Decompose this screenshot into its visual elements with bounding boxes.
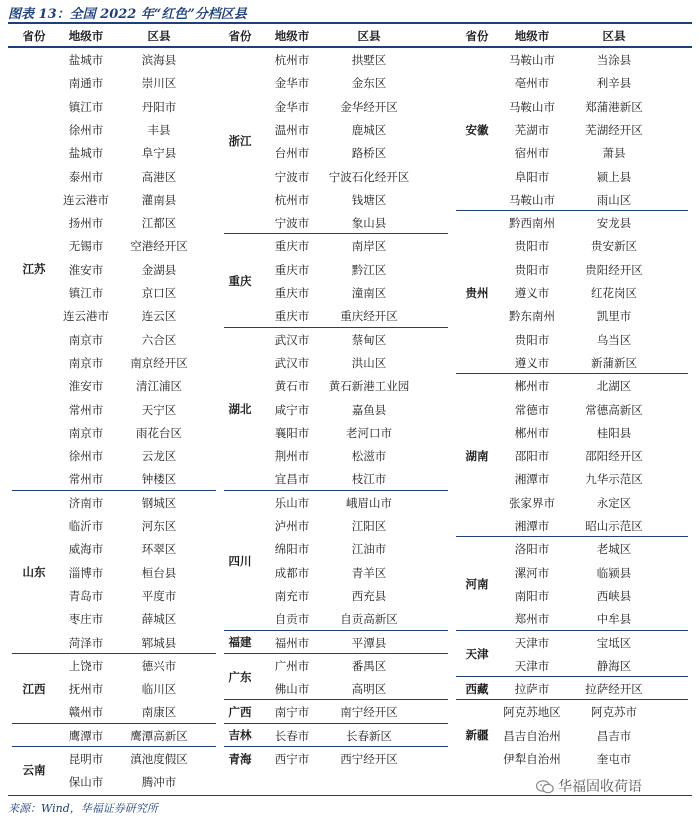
district-cell: 永定区 (596, 495, 632, 510)
district-cell: 拱墅区 (351, 53, 387, 67)
city-cell: 芜湖市 (514, 122, 550, 137)
district-cell: 平度市 (141, 588, 177, 603)
district-cell: 高港区 (141, 169, 177, 184)
city-cell: 金华市 (274, 76, 310, 91)
province-separator (456, 536, 688, 537)
city-cell: 连云港市 (63, 309, 109, 324)
province-label: 吉林 (228, 728, 252, 743)
district-cell: 昌吉市 (596, 728, 632, 743)
city-cell: 泰州市 (68, 169, 104, 184)
city-cell: 南通市 (68, 76, 104, 91)
province-label: 安徽 (465, 122, 489, 137)
district-cell: 拉萨经开区 (585, 682, 643, 697)
district-cell: 新蒲新区 (591, 355, 637, 370)
province-label: 江苏 (22, 262, 46, 277)
city-cell: 黄石市 (274, 379, 310, 394)
district-cell: 中牟县 (596, 612, 632, 627)
city-cell: 荆州市 (274, 449, 310, 464)
district-cell: 长春新区 (346, 728, 392, 743)
header-province: 省份 (465, 29, 489, 43)
city-cell: 淮安市 (68, 262, 104, 277)
district-cell: 桂阳县 (596, 425, 632, 440)
district-cell: 丰县 (147, 122, 171, 137)
city-cell: 天津市 (514, 658, 550, 673)
city-cell: 温州市 (274, 122, 310, 137)
city-cell: 阿克苏地区 (503, 705, 561, 720)
city-cell: 黔西南州 (509, 216, 555, 231)
header-province: 省份 (22, 29, 46, 43)
district-cell: 芜湖经开区 (585, 122, 643, 137)
district-cell: 利辛县 (596, 76, 632, 91)
district-cell: 鹰潭高新区 (130, 728, 188, 743)
province-separator (12, 723, 216, 724)
district-cell: 灌南县 (141, 192, 177, 207)
province-label: 山东 (22, 565, 46, 580)
city-cell: 马鞍山市 (509, 53, 555, 67)
district-cell: 金华经开区 (340, 99, 398, 114)
city-cell: 常州市 (68, 402, 104, 417)
city-cell: 襄阳市 (274, 425, 310, 440)
district-cell: 京口区 (141, 286, 177, 300)
district-cell: 老河口市 (346, 425, 392, 440)
province-label: 广东 (228, 670, 252, 685)
city-cell: 抚州市 (68, 682, 104, 697)
city-cell: 昌吉自治州 (503, 728, 561, 743)
district-cell: 鹿城区 (351, 122, 387, 137)
province-separator (456, 699, 688, 700)
district-cell: 萧县 (602, 146, 626, 161)
district-cell: 番禺区 (351, 658, 387, 673)
district-cell: 滇池度假区 (130, 752, 188, 766)
province-label: 重庆 (228, 274, 252, 288)
district-cell: 郓城县 (141, 635, 177, 650)
province-separator (224, 653, 448, 654)
province-separator (224, 327, 448, 328)
city-cell: 连云港市 (63, 192, 109, 207)
province-separator (456, 676, 688, 677)
city-cell: 上饶市 (68, 658, 104, 673)
city-cell: 广州市 (274, 658, 310, 673)
wechat-icon (536, 780, 554, 794)
district-cell: 凯里市 (596, 309, 632, 324)
district-cell: 崇川区 (141, 76, 177, 91)
province-separator (224, 746, 448, 747)
table-header (452, 24, 692, 48)
city-cell: 长春市 (274, 728, 310, 743)
city-cell: 淮安市 (68, 379, 104, 394)
city-cell: 湘潭市 (514, 472, 550, 487)
city-cell: 枣庄市 (68, 612, 104, 627)
district-cell: 安龙县 (596, 216, 632, 231)
district-cell: 乌当区 (596, 332, 632, 347)
table-header (8, 24, 220, 48)
province-label: 河南 (465, 576, 489, 591)
district-cell: 静海区 (596, 658, 632, 673)
header-district: 区县 (147, 29, 171, 43)
district-cell: 连云区 (141, 309, 177, 324)
district-cell: 天宁区 (141, 402, 177, 417)
city-cell: 遵义市 (514, 355, 550, 370)
province-label: 西藏 (465, 681, 489, 696)
district-cell: 贵阳经开区 (585, 262, 643, 277)
table-header (220, 24, 452, 48)
district-cell: 路桥区 (351, 146, 387, 161)
city-cell: 张家界市 (509, 495, 555, 510)
district-cell: 北湖区 (596, 379, 632, 394)
district-cell: 南康区 (141, 705, 177, 720)
district-cell: 阜宁县 (141, 146, 177, 161)
city-cell: 南宁市 (274, 705, 310, 720)
province-label: 四川 (228, 553, 252, 568)
district-cell: 峨眉山市 (346, 495, 392, 510)
city-cell: 南京市 (68, 425, 104, 440)
city-cell: 威海市 (68, 542, 104, 557)
table-panel-left (8, 24, 220, 795)
city-cell: 济南市 (68, 495, 104, 510)
header-city: 地级市 (514, 29, 550, 43)
city-cell: 重庆市 (274, 239, 310, 254)
city-cell: 重庆市 (274, 262, 310, 277)
city-cell: 伊犁自治州 (503, 752, 561, 766)
province-separator (224, 233, 448, 234)
district-cell: 九华示范区 (585, 472, 643, 487)
city-cell: 佛山市 (274, 682, 310, 697)
district-cell: 丹阳市 (141, 99, 177, 114)
city-cell: 乐山市 (274, 495, 310, 510)
city-cell: 漯河市 (514, 565, 550, 580)
district-cell: 雨花台区 (136, 425, 182, 440)
district-cell: 钱塘区 (351, 192, 387, 207)
city-cell: 自贡市 (274, 612, 310, 627)
district-cell: 金东区 (351, 76, 387, 91)
district-cell: 钢城区 (141, 495, 177, 510)
district-cell: 颍上县 (596, 169, 632, 184)
city-cell: 宁波市 (274, 169, 310, 184)
city-cell: 盐城市 (68, 53, 104, 67)
city-cell: 邵阳市 (514, 449, 550, 464)
city-cell: 拉萨市 (514, 682, 550, 697)
city-cell: 昆明市 (68, 752, 104, 766)
city-cell: 郑州市 (514, 612, 550, 627)
city-cell: 扬州市 (68, 216, 104, 231)
district-cell: 空港经开区 (130, 239, 188, 254)
district-cell: 象山县 (351, 216, 387, 231)
header-district: 区县 (357, 29, 381, 43)
district-cell: 阿克苏市 (591, 705, 637, 720)
city-cell: 南阳市 (514, 588, 550, 603)
district-cell: 重庆经开区 (340, 309, 398, 324)
source-note: 来源：Wind，华福证券研究所 (8, 802, 158, 815)
district-cell: 枝江市 (351, 472, 387, 487)
province-separator (224, 723, 448, 724)
city-cell: 青岛市 (68, 588, 104, 603)
district-cell: 六合区 (141, 332, 177, 347)
city-cell: 马鞍山市 (509, 99, 555, 114)
city-cell: 黔东南州 (509, 309, 555, 324)
district-cell: 奎屯市 (596, 752, 632, 766)
district-cell: 当涂县 (596, 53, 632, 67)
district-cell: 蔡甸区 (351, 332, 387, 347)
district-cell: 西峡县 (596, 588, 632, 603)
province-separator (456, 630, 688, 631)
district-cell: 洪山区 (351, 355, 387, 370)
city-cell: 宜昌市 (274, 472, 310, 487)
city-cell: 盐城市 (68, 146, 104, 161)
city-cell: 阜阳市 (514, 169, 550, 184)
province-separator (224, 699, 448, 700)
district-cell: 潼南区 (351, 286, 387, 300)
watermark (536, 776, 642, 796)
district-cell: 平潭县 (351, 635, 387, 650)
city-cell: 泸州市 (274, 519, 310, 533)
city-cell: 菏泽市 (68, 635, 104, 650)
province-label: 浙江 (228, 134, 252, 149)
district-cell: 临川区 (141, 682, 177, 697)
district-cell: 宁波石化经开区 (328, 169, 410, 184)
district-cell: 邵阳经开区 (585, 449, 643, 464)
district-cell: 黄石新港工业园 (328, 379, 410, 394)
city-cell: 镇江市 (68, 99, 104, 114)
city-cell: 杭州市 (274, 53, 310, 67)
city-cell: 武汉市 (274, 355, 310, 370)
district-cell: 清江浦区 (136, 379, 182, 394)
city-cell: 南京市 (68, 332, 104, 347)
district-cell: 临颍县 (596, 565, 632, 580)
district-cell: 西充县 (351, 588, 387, 603)
city-cell: 金华市 (274, 99, 310, 114)
city-cell: 咸宁市 (274, 402, 310, 417)
district-cell: 雨山区 (596, 192, 632, 207)
district-cell: 河东区 (141, 519, 177, 533)
city-cell: 宁波市 (274, 216, 310, 231)
city-cell: 遵义市 (514, 286, 550, 300)
district-cell: 南岸区 (351, 239, 387, 254)
district-cell: 松滋市 (351, 449, 387, 464)
province-separator (12, 490, 216, 491)
city-cell: 亳州市 (514, 76, 550, 91)
city-cell: 成都市 (274, 565, 310, 580)
district-cell: 腾冲市 (141, 775, 177, 790)
figure-title: 图表 13：全国 2022 年“红色”分档区县 (8, 7, 247, 22)
district-cell: 宝坻区 (596, 635, 632, 650)
province-label: 青海 (228, 751, 252, 766)
province-label: 天津 (465, 646, 489, 661)
header-city: 地级市 (274, 29, 310, 43)
district-cell: 高明区 (351, 682, 387, 697)
header-district: 区县 (602, 29, 626, 43)
district-cell: 环翠区 (141, 542, 177, 557)
district-cell: 西宁经开区 (340, 752, 398, 766)
province-label: 云南 (22, 763, 46, 778)
district-cell: 黔江区 (351, 262, 387, 277)
city-cell: 镇江市 (68, 286, 104, 300)
city-cell: 重庆市 (274, 309, 310, 324)
district-cell: 滨海县 (141, 53, 177, 67)
city-cell: 绵阳市 (274, 542, 310, 557)
district-cell: 金湖县 (141, 262, 177, 277)
district-cell: 桓台县 (141, 565, 177, 580)
district-cell: 江油市 (351, 542, 387, 557)
city-cell: 贵阳市 (514, 262, 550, 277)
district-cell: 青羊区 (351, 565, 387, 580)
city-cell: 常德市 (514, 402, 550, 417)
province-separator (12, 746, 216, 747)
district-cell: 南宁经开区 (340, 705, 398, 720)
city-cell: 赣州市 (68, 705, 104, 720)
province-separator (224, 630, 448, 631)
province-label: 福建 (228, 635, 252, 650)
city-cell: 贵阳市 (514, 239, 550, 254)
province-label: 贵州 (465, 285, 489, 300)
city-cell: 贵阳市 (514, 332, 550, 347)
district-cell: 郑蒲港新区 (585, 99, 643, 114)
district-cell: 昭山示范区 (585, 519, 643, 533)
province-label: 湖北 (228, 402, 252, 417)
city-cell: 天津市 (514, 635, 550, 650)
city-cell: 郴州市 (514, 425, 550, 440)
province-separator (224, 490, 448, 491)
city-cell: 台州市 (274, 146, 310, 161)
district-cell: 江都区 (141, 216, 177, 231)
city-cell: 杭州市 (274, 192, 310, 207)
city-cell: 鹰潭市 (68, 728, 104, 743)
city-cell: 马鞍山市 (509, 192, 555, 207)
district-cell: 贵安新区 (591, 239, 637, 254)
city-cell: 西宁市 (274, 752, 310, 766)
district-cell: 薛城区 (141, 612, 177, 627)
province-label: 湖南 (465, 448, 489, 463)
district-cell: 云龙区 (141, 449, 177, 464)
district-cell: 德兴市 (141, 658, 177, 673)
city-cell: 常州市 (68, 472, 104, 487)
district-cell: 常德高新区 (585, 402, 643, 417)
header-city: 地级市 (68, 29, 104, 43)
city-cell: 郴州市 (514, 379, 550, 394)
province-separator (456, 210, 688, 211)
city-cell: 福州市 (274, 635, 310, 650)
city-cell: 淄博市 (68, 565, 104, 580)
city-cell: 湘潭市 (514, 519, 550, 533)
city-cell: 临沂市 (68, 519, 104, 533)
table-panel-middle (220, 24, 452, 795)
province-separator (12, 653, 216, 654)
province-label: 江西 (22, 681, 46, 696)
city-cell: 南充市 (274, 588, 310, 603)
district-cell: 嘉鱼县 (351, 402, 387, 417)
district-cell: 江阳区 (351, 519, 387, 533)
province-label: 新疆 (465, 728, 489, 743)
city-cell: 保山市 (68, 775, 104, 790)
city-cell: 南京市 (68, 355, 104, 370)
district-cell: 南京经开区 (130, 355, 188, 370)
province-label: 广西 (228, 705, 252, 720)
district-cell: 红花岗区 (591, 286, 637, 300)
watermark-text: 华福固收荷语 (558, 779, 642, 795)
city-cell: 武汉市 (274, 332, 310, 347)
city-cell: 无锡市 (68, 239, 104, 254)
city-cell: 徐州市 (68, 122, 104, 137)
city-cell: 重庆市 (274, 286, 310, 300)
table-panel-right (452, 24, 692, 795)
city-cell: 徐州市 (68, 449, 104, 464)
district-cell: 钟楼区 (141, 472, 177, 487)
district-cell: 老城区 (596, 542, 632, 557)
district-cell: 自贡高新区 (340, 612, 398, 627)
city-cell: 宿州市 (514, 146, 550, 161)
province-separator (456, 373, 688, 374)
header-province: 省份 (228, 29, 252, 43)
city-cell: 洛阳市 (514, 542, 550, 557)
